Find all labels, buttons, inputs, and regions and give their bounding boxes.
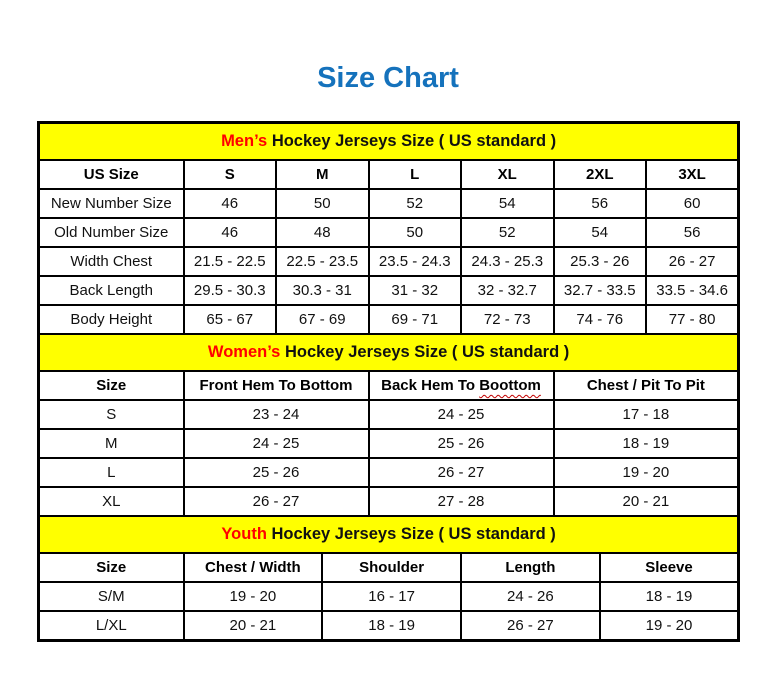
value-cell: 74 - 76 xyxy=(554,305,647,334)
value-cell: 52 xyxy=(461,218,554,247)
row-label: S/M xyxy=(39,582,184,611)
table-row-men-1 xyxy=(39,218,739,247)
value-cell: 56 xyxy=(554,189,647,218)
value-cell: 19 - 20 xyxy=(600,611,739,641)
section-band-men xyxy=(39,123,739,161)
table-row-youth-1 xyxy=(39,611,739,641)
col-header-men-0: US Size xyxy=(39,160,184,189)
value-cell: 30.3 - 31 xyxy=(276,276,369,305)
col-header-men-4: XL xyxy=(461,160,554,189)
table-row-men-3 xyxy=(39,276,739,305)
table-row-men-2 xyxy=(39,247,739,276)
band-highlight-youth: Youth xyxy=(221,525,267,543)
value-cell: 52 xyxy=(369,189,462,218)
value-cell: 50 xyxy=(369,218,462,247)
row-label: Body Height xyxy=(39,305,184,334)
value-cell: 50 xyxy=(276,189,369,218)
row-label: L xyxy=(39,458,184,487)
value-cell: 46 xyxy=(184,218,277,247)
size-chart-table xyxy=(37,121,740,642)
value-cell: 29.5 - 30.3 xyxy=(184,276,277,305)
section-band-row-men xyxy=(39,123,739,161)
col-header-youth-3: Length xyxy=(461,553,600,582)
col-header-men-6: 3XL xyxy=(646,160,739,189)
band-text-women: Hockey Jerseys Size ( US standard ) xyxy=(284,343,570,361)
value-cell: 56 xyxy=(646,218,739,247)
row-label: XL xyxy=(39,487,184,516)
value-cell: 31 - 32 xyxy=(369,276,462,305)
table-row-women-0 xyxy=(39,400,739,429)
row-label: Width Chest xyxy=(39,247,184,276)
value-cell: 26 - 27 xyxy=(184,487,369,516)
value-cell: 24 - 26 xyxy=(461,582,600,611)
section-band-women xyxy=(39,334,739,371)
value-cell: 77 - 80 xyxy=(646,305,739,334)
value-cell: 54 xyxy=(461,189,554,218)
value-cell: 26 - 27 xyxy=(646,247,739,276)
value-cell: 72 - 73 xyxy=(461,305,554,334)
section-band-youth xyxy=(39,516,739,553)
value-cell: 32.7 - 33.5 xyxy=(554,276,647,305)
page-title: Size Chart xyxy=(317,62,459,94)
value-cell: 19 - 20 xyxy=(184,582,323,611)
value-cell: 23.5 - 24.3 xyxy=(369,247,462,276)
header-row-youth xyxy=(39,553,739,582)
value-cell: 27 - 28 xyxy=(369,487,554,516)
value-cell: 24.3 - 25.3 xyxy=(461,247,554,276)
value-cell: 18 - 19 xyxy=(600,582,739,611)
band-highlight-women: Women’s xyxy=(207,343,281,361)
size-chart-table-body xyxy=(39,123,739,641)
value-cell: 46 xyxy=(184,189,277,218)
col-header-men-1: S xyxy=(184,160,277,189)
row-label: Back Length xyxy=(39,276,184,305)
col-header-youth-1: Chest / Width xyxy=(184,553,323,582)
value-cell: 16 - 17 xyxy=(322,582,461,611)
value-cell: 26 - 27 xyxy=(369,458,554,487)
value-cell: 32 - 32.7 xyxy=(461,276,554,305)
col-header-youth-4: Sleeve xyxy=(600,553,739,582)
row-label: New Number Size xyxy=(39,189,184,218)
value-cell: 33.5 - 34.6 xyxy=(646,276,739,305)
value-cell: 25 - 26 xyxy=(184,458,369,487)
value-cell: 18 - 19 xyxy=(322,611,461,641)
value-cell: 67 - 69 xyxy=(276,305,369,334)
col-header-youth-0: Size xyxy=(39,553,184,582)
col-header-men-5: 2XL xyxy=(554,160,647,189)
col-header-women-0: Size xyxy=(39,371,184,400)
value-cell: 21.5 - 22.5 xyxy=(184,247,277,276)
row-label: L/XL xyxy=(39,611,184,641)
value-cell: 26 - 27 xyxy=(461,611,600,641)
value-cell: 24 - 25 xyxy=(369,400,554,429)
col-header-women-2 xyxy=(369,371,554,400)
section-band-row-youth xyxy=(39,516,739,553)
value-cell: 60 xyxy=(646,189,739,218)
header-row-men xyxy=(39,160,739,189)
value-cell: 23 - 24 xyxy=(184,400,369,429)
table-row-men-4 xyxy=(39,305,739,334)
value-cell: 65 - 67 xyxy=(184,305,277,334)
col-header-men-3: L xyxy=(369,160,462,189)
section-band-row-women xyxy=(39,334,739,371)
col-header-women-3: Chest / Pit To Pit xyxy=(554,371,739,400)
col-header-women-1: Front Hem To Bottom xyxy=(184,371,369,400)
table-row-women-2 xyxy=(39,458,739,487)
value-cell: 24 - 25 xyxy=(184,429,369,458)
value-cell: 48 xyxy=(276,218,369,247)
table-row-youth-0 xyxy=(39,582,739,611)
col-header-youth-2: Shoulder xyxy=(322,553,461,582)
col-header-men-2: M xyxy=(276,160,369,189)
table-row-men-0 xyxy=(39,189,739,218)
value-cell: 17 - 18 xyxy=(554,400,739,429)
row-label: S xyxy=(39,400,184,429)
value-cell: 20 - 21 xyxy=(554,487,739,516)
value-cell: 18 - 19 xyxy=(554,429,739,458)
header-row-women xyxy=(39,371,739,400)
value-cell: 25 - 26 xyxy=(369,429,554,458)
value-cell: 54 xyxy=(554,218,647,247)
table-row-women-3 xyxy=(39,487,739,516)
band-highlight-men: Men’s xyxy=(221,132,268,150)
value-cell: 22.5 - 23.5 xyxy=(276,247,369,276)
table-row-women-1 xyxy=(39,429,739,458)
value-cell: 19 - 20 xyxy=(554,458,739,487)
band-text-youth: Hockey Jerseys Size ( US standard ) xyxy=(271,525,556,543)
col-header-misspelled-word: Boottom xyxy=(479,377,541,394)
band-text-men: Hockey Jerseys Size ( US standard ) xyxy=(271,132,557,150)
value-cell: 25.3 - 26 xyxy=(554,247,647,276)
row-label: M xyxy=(39,429,184,458)
value-cell: 20 - 21 xyxy=(184,611,323,641)
col-header-text: Back Hem To xyxy=(381,377,476,394)
row-label: Old Number Size xyxy=(39,218,184,247)
value-cell: 69 - 71 xyxy=(369,305,462,334)
